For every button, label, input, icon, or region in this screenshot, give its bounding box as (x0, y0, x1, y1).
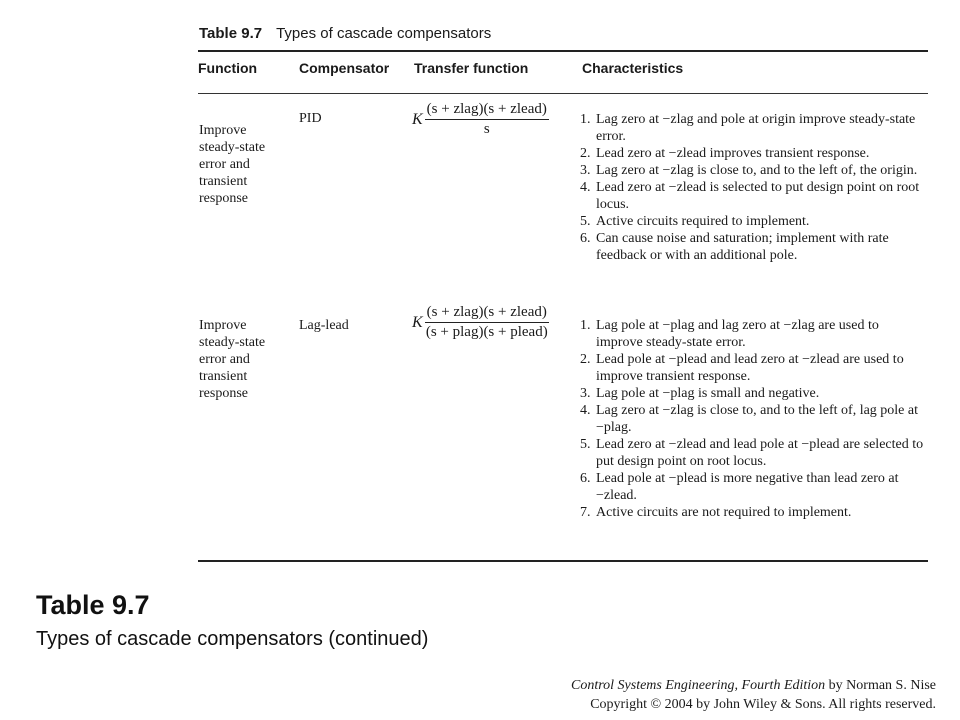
slide-title: Table 9.7 (36, 590, 150, 620)
characteristic-item: 2. Lead zero at −zlead improves transient response. (580, 146, 870, 161)
table-caption-text: Types of cascade compensators (276, 25, 492, 42)
characteristic-item: 1. Lag pole at −plag and lag zero at −zlag are used to improve steady-state error. (580, 318, 879, 350)
header-rule (198, 93, 928, 94)
header-characteristics: Characteristics (582, 60, 684, 76)
book-credit (571, 678, 936, 694)
header-transfer-function: Transfer function (414, 60, 529, 76)
fraction (425, 304, 549, 341)
header-compensator: Compensator (299, 60, 390, 76)
gain-k: K (412, 314, 423, 331)
row-laglead-transfer-function (412, 304, 549, 341)
characteristic-item: 4. Lag zero at −zlag is close to, and to the left of, lag pole at −plag. (580, 403, 918, 435)
characteristic-item: 6. Lead pole at −plead is more negative than lead zero at −zlead. (580, 471, 899, 503)
row-pid-transfer-function (412, 101, 549, 138)
characteristic-item: 6. Can cause noise and saturation; implement with rate feedback or with an additional pole. (580, 231, 889, 263)
gain-k: K (412, 111, 423, 128)
book-author: by Norman S. Nise (825, 678, 936, 693)
compensator-table (198, 0, 928, 570)
characteristic-item: 3. Lag pole at −plag is small and negative. (580, 386, 820, 401)
book-title: Control Systems Engineering, Fourth Edition (570, 678, 826, 693)
fraction (425, 101, 549, 138)
row-pid-compensator: PID (299, 111, 322, 126)
row-pid-characteristics (580, 111, 925, 264)
characteristic-item: 7. Active circuits are not required to implement. (580, 505, 852, 520)
tf-denominator: s (483, 121, 490, 137)
row-laglead-characteristics (580, 317, 925, 521)
characteristic-item: 3. Lag zero at −zlag is close to, and to the left of, the origin. (580, 163, 918, 178)
bottom-rule (198, 560, 928, 562)
row-pid-function: Improve steady-state error and transient response (199, 123, 266, 206)
characteristic-item: 4. Lead zero at −zlead is selected to put design point on root locus. (580, 180, 920, 212)
table-label: Table 9.7 (199, 25, 263, 42)
tf-numerator: (s + zlag)(s + zlead) (425, 304, 549, 323)
characteristic-item: 5. Active circuits required to implement. (580, 214, 810, 229)
row-laglead-function: Improve steady-state error and transient response (199, 318, 266, 401)
copyright-notice: Copyright © 2004 by John Wiley & Sons. All rights reserved. (590, 697, 936, 712)
header-function: Function (198, 60, 258, 76)
characteristic-item: 1. Lag zero at −zlag and pole at origin improve steady-state error. (580, 112, 916, 144)
characteristic-item: 5. Lead zero at −zlead and lead pole at −plead are selected to put design point on root locus. (580, 437, 924, 469)
top-rule (198, 50, 928, 52)
row-laglead-compensator: Lag-lead (299, 318, 349, 333)
tf-numerator: (s + zlag)(s + zlead) (425, 101, 549, 120)
tf-denominator: (s + plag)(s + plead) (425, 324, 548, 340)
slide-subtitle: Types of cascade compensators (continued) (36, 628, 429, 650)
characteristic-item: 2. Lead pole at −plead and lead zero at −zlead are used to improve transient response. (580, 352, 904, 384)
